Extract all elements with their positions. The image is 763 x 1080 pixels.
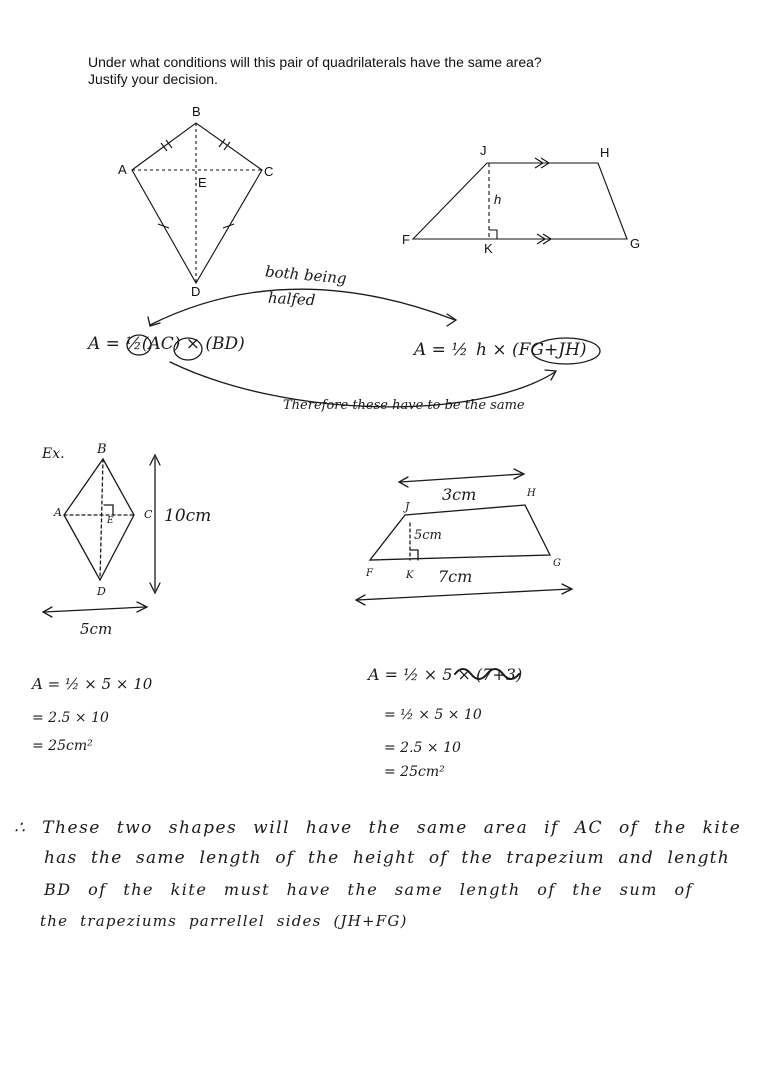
ex-kite-length-ac: 5cm <box>80 620 113 638</box>
trap-area-formula-left: A = ½ <box>414 340 468 360</box>
ex-trap-bottom: 7cm <box>438 567 473 586</box>
trap-calc-line-4: = 25cm² <box>384 764 445 780</box>
kite-label-a: A <box>118 162 127 177</box>
note-therefore: Therefore these have to be the same <box>283 398 525 413</box>
kite-calc-line-2: = 2.5 × 10 <box>32 710 109 726</box>
question-line-1: Under what conditions will this pair of quadrilaterals have the same area? <box>88 54 542 70</box>
ex-trap-height: 5cm <box>414 528 442 543</box>
trap-area-formula-right: h × (FG+JH) <box>476 340 587 360</box>
ex-kite-a: A <box>54 506 62 519</box>
example-kite <box>64 459 134 580</box>
note-halfed: halfed <box>267 288 316 310</box>
ex-kite-c: C <box>144 508 153 521</box>
example-trapezium <box>370 505 550 560</box>
trap-label-g: G <box>630 236 641 251</box>
trap-label-k: K <box>484 241 493 256</box>
ex-kite-d: D <box>97 585 106 598</box>
ex-trap-top: 3cm <box>442 485 477 504</box>
trap-label-f: F <box>402 232 410 247</box>
example-label: Ex. <box>42 446 65 462</box>
ex-kite-e: E <box>107 516 114 526</box>
kite-calc-line-3: = 25cm² <box>32 738 93 754</box>
ex-trap-g: G <box>553 558 561 569</box>
ex-kite-b: B <box>97 442 107 457</box>
trap-calc-line-3: = 2.5 × 10 <box>384 740 461 756</box>
question-line-2: Justify your decision. <box>88 71 218 87</box>
trap-label-h: H <box>600 145 610 160</box>
trap-calc-line-2: = ½ × 5 × 10 <box>384 707 482 723</box>
ex-trap-j: J <box>405 500 410 513</box>
kite-label-c: C <box>264 164 274 179</box>
conclusion-line-1: ∴ These two shapes will have the same area if AC of the kite <box>14 818 742 838</box>
kite-label-e: E <box>198 175 207 190</box>
trap-label-j: J <box>480 143 487 158</box>
trap-label-height: h <box>494 192 502 207</box>
trap-calc-line-1: A = ½ × 5 × (7+3) <box>368 665 523 684</box>
conclusion-line-3: BD of the kite must have the same length of the sum of <box>44 880 694 899</box>
conclusion-line-4: the trapeziums parrellel sides (JH+FG) <box>40 912 408 930</box>
kite-calc-line-1: A = ½ × 5 × 10 <box>32 675 153 693</box>
ex-trap-k: K <box>406 570 414 581</box>
ex-trap-h: H <box>527 488 536 499</box>
conclusion-line-2: has the same length of the height of the trapezium and length <box>44 848 730 868</box>
kite-area-formula: A = ½(AC) × (BD) <box>88 334 245 354</box>
ex-kite-length-bd: 10cm <box>164 506 212 526</box>
note-both-being: both being <box>264 262 348 288</box>
ex-trap-f: F <box>366 568 373 579</box>
kite-label-d: D <box>191 284 201 299</box>
kite-label-b: B <box>192 104 201 119</box>
